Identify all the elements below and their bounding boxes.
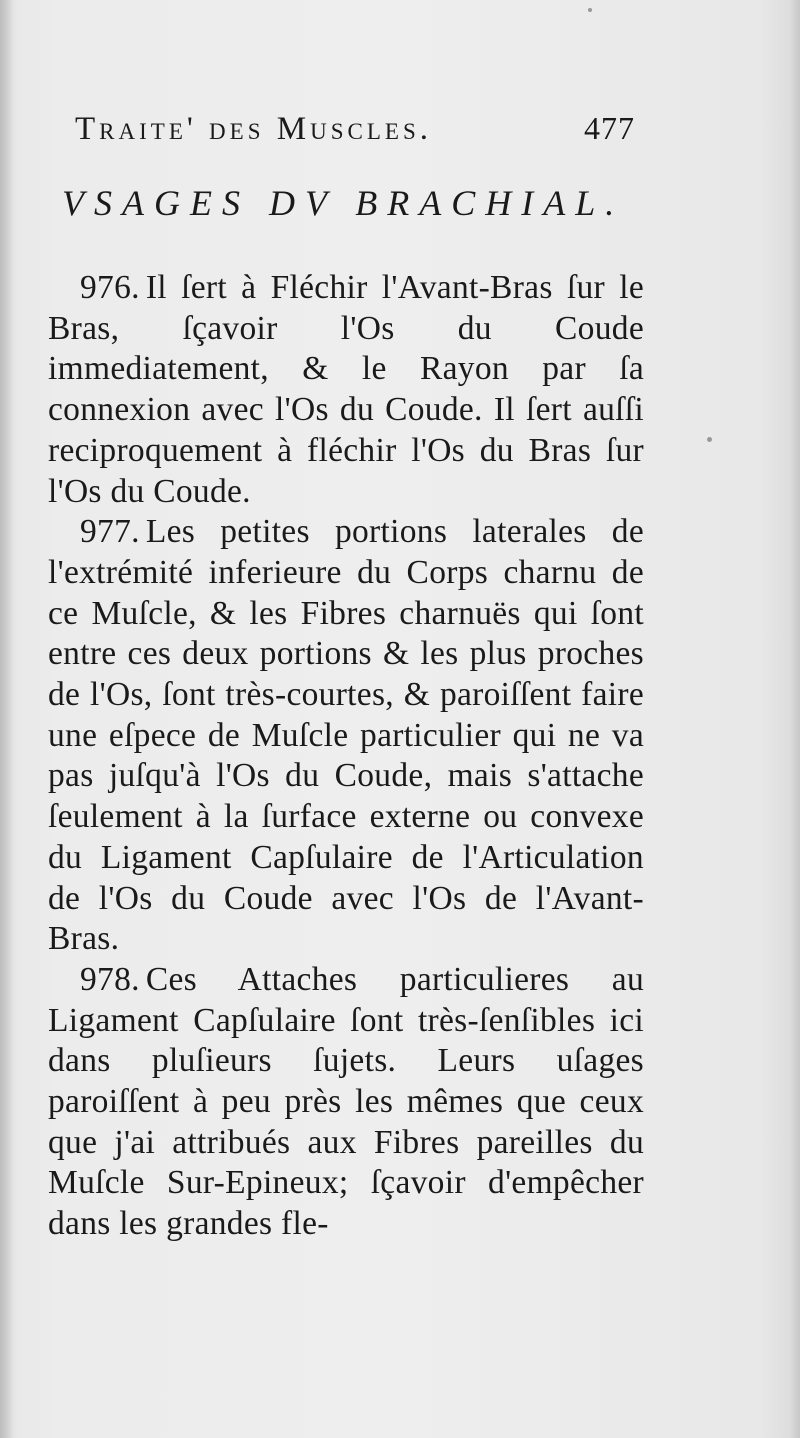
paragraph-978 [48,960,644,1245]
paragraph-text: Ces Attaches particulieres au Ligament Capſulaire ſont très-ſenſibles ici dans pluſieurs ſujets. Leurs uſages paroiſſent à peu près les mêmes que ceux que j'ai attribués aux Fibres pareilles du Muſcle Sur-Epineux; ſçavoir d'empêcher dans les grandes fle- [48,960,644,1243]
paragraph-text: Les petites portions laterales de l'extrémité inferieure du Corps charnu de ce Muſcle, & les Fibres charnuës qui ſont entre ces deux portions & les plus proches de l'Os, ſont très-courtes, & paroiſſent faire une eſpece de Muſcle particulier qui ne va pas juſqu'à l'Os du Coude, mais s'attache ſeulement à la ſurface externe ou convexe du Ligament Capſulaire de l'Articulation de l'Os du Coude avec l'Os de l'Avant-Bras. [48,513,644,958]
page-number: 477 [584,110,635,146]
running-title: Traite' des Muscles. [75,111,432,147]
paper-speck [707,437,712,442]
paragraph-977 [48,512,644,960]
section-heading: VSAGES DV BRACHIAL. [62,183,625,223]
paragraph-number: 977. [80,513,140,551]
paper-speck [588,8,592,12]
paragraph-text: Il ſert à Fléchir l'Avant-Bras ſur le Bras, ſçavoir l'Os du Coude immediatement, & le Rayon par ſa connexion avec l'Os du Coude. Il ſert auſſi reciproquement à fléchir l'Os du Bras ſur l'Os du Coude. [48,269,644,510]
running-head [75,110,635,148]
paragraph-number: 978. [80,960,140,998]
page-edge-shadow [790,0,800,1438]
body-text [48,268,644,1245]
page-gutter-shadow [0,0,14,1438]
paragraph-number: 976. [80,269,140,306]
paragraph-976 [48,268,644,512]
